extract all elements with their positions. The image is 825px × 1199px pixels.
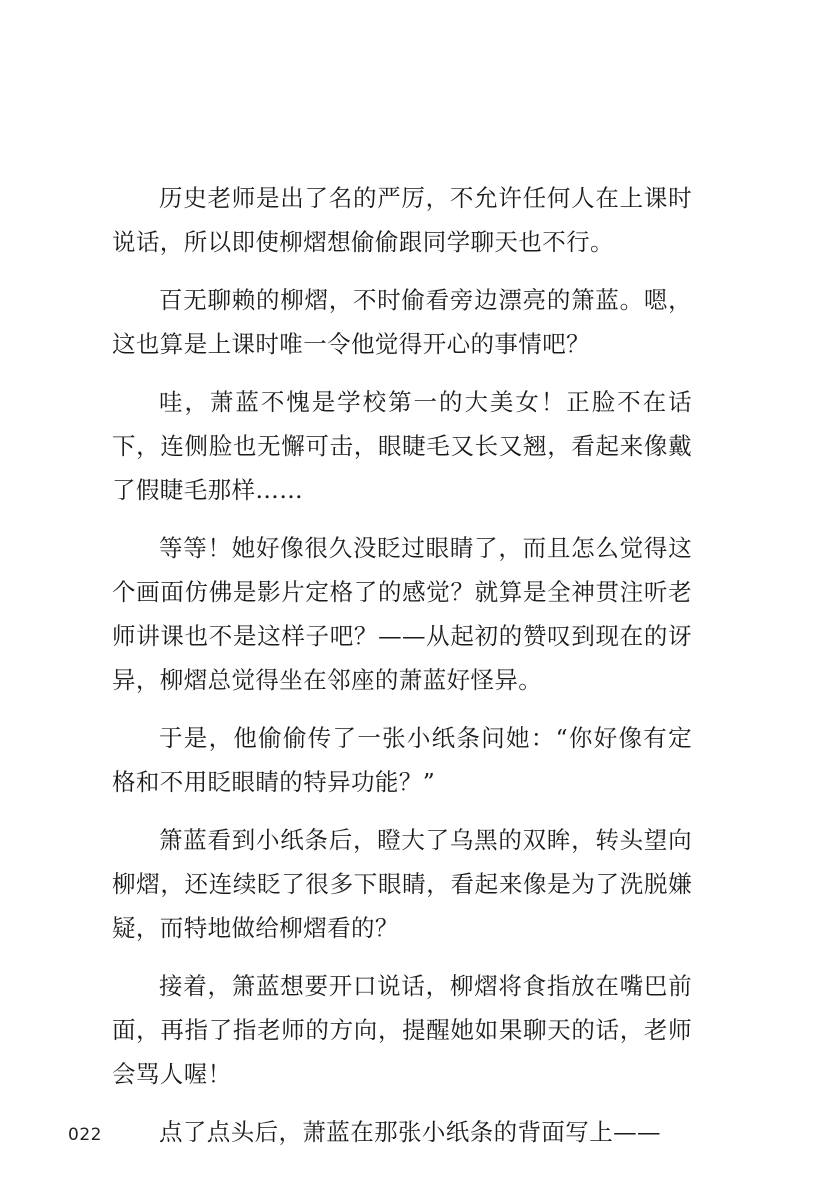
paragraph-3: 哇，萧蓝不愧是学校第一的大美女！正脸不在话下，连侧脸也无懈可击，眼睫毛又长又翘，看起来像戴了假睫毛那样…… xyxy=(112,388,692,504)
body-text xyxy=(112,176,692,1168)
page-number: 022 xyxy=(68,1125,102,1145)
paragraph-1: 历史老师是出了名的严厉，不允许任何人在上课时说话，所以即使柳熠想偷偷跟同学聊天也不行。 xyxy=(112,184,692,256)
paragraph-8: 点了点头后，萧蓝在那张小纸条的背面写上—— xyxy=(159,1118,661,1146)
paragraph-5: 于是，他偷偷传了一张小纸条问她：“你好像有定格和不用眨眼睛的特异功能？” xyxy=(112,724,692,796)
paragraph-4: 等等！她好像很久没眨过眼睛了，而且怎么觉得这个画面仿佛是影片定格了的感觉？就算是全神贯注听老师讲课也不是这样子吧？——从起初的赞叹到现在的讶异，柳熠总觉得坐在邻座的萧蓝好怪异。 xyxy=(112,534,692,694)
paragraph-2: 百无聊赖的柳熠，不时偷看旁边漂亮的箫蓝。嗯，这也算是上课时唯一令他觉得开心的事情吧？ xyxy=(112,286,692,358)
paragraph-6: 箫蓝看到小纸条后，瞪大了乌黑的双眸，转头望向柳熠，还连续眨了很多下眼睛，看起来像是为了洗脱嫌疑，而特地做给柳熠看的？ xyxy=(112,826,692,942)
paragraph-7: 接着，箫蓝想要开口说话，柳熠将食指放在嘴巴前面，再指了指老师的方向，提醒她如果聊天的话，老师会骂人喔！ xyxy=(112,972,692,1088)
